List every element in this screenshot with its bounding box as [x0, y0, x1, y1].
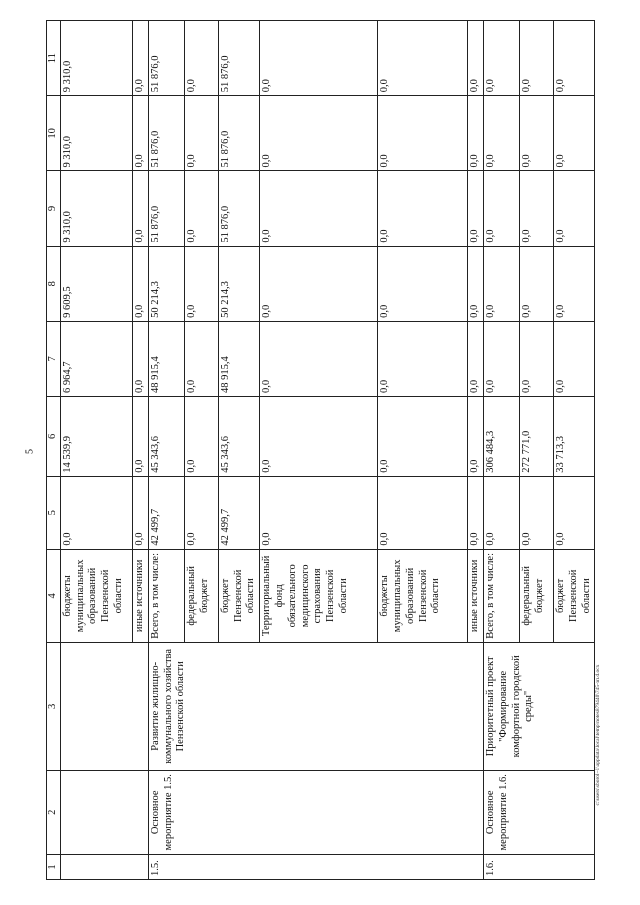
value-cell: 0,0 [378, 96, 468, 171]
table-row [60, 21, 132, 880]
value-cell: 50 214,3 [148, 246, 184, 321]
value-cell: 14 539,9 [60, 397, 132, 477]
value-cell: 0,0 [184, 397, 218, 477]
value-cell: 0,0 [184, 476, 218, 549]
value-cell: 9 310,0 [60, 96, 132, 171]
value-cell: 0,0 [184, 321, 218, 396]
value-cell: 0,0 [468, 96, 484, 171]
value-cell: 45 343,6 [148, 397, 184, 477]
value-cell: 0,0 [132, 321, 148, 396]
value-cell: 0,0 [519, 321, 553, 396]
value-cell: 0,0 [553, 321, 594, 396]
value-cell: 0,0 [184, 21, 218, 96]
funding-source-cell: бюджет Пензенской области [553, 549, 594, 642]
value-cell: 0,0 [468, 21, 484, 96]
value-cell: 0,0 [132, 171, 148, 246]
value-cell: 9 310,0 [60, 21, 132, 96]
header-col-1: 1 [47, 854, 61, 879]
value-cell: 0,0 [483, 476, 519, 549]
value-cell: 51 876,0 [148, 96, 184, 171]
value-cell: 51 876,0 [148, 171, 184, 246]
value-cell: 0,0 [184, 96, 218, 171]
value-cell: 33 713,3 [553, 397, 594, 477]
row-number: 1.6. [483, 854, 594, 879]
value-cell: 0,0 [260, 476, 378, 549]
value-cell: 0,0 [553, 21, 594, 96]
value-cell: 0,0 [378, 321, 468, 396]
value-cell: 0,0 [132, 476, 148, 549]
value-cell: 0,0 [553, 246, 594, 321]
header-col-2: 2 [47, 770, 61, 854]
value-cell: 0,0 [184, 246, 218, 321]
budget-table [46, 20, 595, 880]
table-row [483, 21, 519, 880]
value-cell: 0,0 [519, 96, 553, 171]
header-col-10: 10 [47, 96, 61, 171]
value-cell: 48 915,4 [218, 321, 259, 396]
value-cell: 272 771,0 [519, 397, 553, 477]
value-cell: 0,0 [378, 171, 468, 246]
value-cell: 0,0 [519, 246, 553, 321]
value-cell: 0,0 [378, 476, 468, 549]
header-col-8: 8 [47, 246, 61, 321]
value-cell: 0,0 [132, 246, 148, 321]
value-cell: 0,0 [483, 321, 519, 396]
value-cell: 0,0 [468, 397, 484, 477]
value-cell: 306 484,3 [483, 397, 519, 477]
event-cell [60, 770, 148, 854]
header-col-4: 4 [47, 549, 61, 642]
funding-source-cell: федеральный бюджет [519, 549, 553, 642]
value-cell: 0,0 [553, 171, 594, 246]
header-col-5: 5 [47, 476, 61, 549]
page-number: 5 [24, 449, 36, 454]
value-cell: 0,0 [468, 321, 484, 396]
value-cell: 0,0 [260, 21, 378, 96]
value-cell: 0,0 [519, 476, 553, 549]
value-cell: 0,0 [260, 171, 378, 246]
event-cell: Основное мероприятие 1.5. [148, 770, 483, 854]
funding-source-cell: федеральный бюджет [184, 549, 218, 642]
value-cell: 45 343,6 [218, 397, 259, 477]
value-cell: 0,0 [60, 476, 132, 549]
value-cell: 0,0 [519, 21, 553, 96]
value-cell: 9 609,5 [60, 246, 132, 321]
value-cell: 0,0 [519, 171, 553, 246]
value-cell: 0,0 [483, 21, 519, 96]
value-cell: 0,0 [132, 397, 148, 477]
value-cell: 0,0 [483, 171, 519, 246]
row-number: 1.5. [148, 854, 483, 879]
value-cell: 51 876,0 [218, 171, 259, 246]
value-cell: 0,0 [378, 397, 468, 477]
header-row [47, 21, 61, 880]
value-cell: 42 499,7 [148, 476, 184, 549]
value-cell: 51 876,0 [148, 21, 184, 96]
value-cell: 0,0 [468, 476, 484, 549]
funding-source-cell: иные источники [468, 549, 484, 642]
value-cell: 0,0 [132, 21, 148, 96]
value-cell: 42 499,7 [218, 476, 259, 549]
value-cell: 0,0 [260, 96, 378, 171]
table-row [148, 21, 184, 880]
value-cell: 51 876,0 [218, 21, 259, 96]
funding-source-cell: иные источники [132, 549, 148, 642]
funding-source-cell: бюджеты муниципальных образований Пензенской области [60, 549, 132, 642]
footer-file-path: c:\users\sborol~1\appdata\local\temp\notes879440\745-зп.d.ocx [595, 664, 601, 806]
header-col-7: 7 [47, 321, 61, 396]
value-cell: 0,0 [378, 246, 468, 321]
value-cell: 0,0 [468, 171, 484, 246]
value-cell: 0,0 [483, 96, 519, 171]
funding-source-cell: Территориальный фонд обязательного медицинского страхования Пензенской области [260, 549, 378, 642]
row-number [60, 854, 148, 879]
value-cell: 0,0 [184, 171, 218, 246]
header-col-9: 9 [47, 171, 61, 246]
header-col-6: 6 [47, 397, 61, 477]
project-name-cell: Развитие жилищно-коммунального хозяйства Пензенской области [148, 643, 483, 771]
value-cell: 6 964,7 [60, 321, 132, 396]
value-cell: 9 310,0 [60, 171, 132, 246]
value-cell: 48 915,4 [148, 321, 184, 396]
value-cell: 0,0 [260, 246, 378, 321]
value-cell: 0,0 [260, 321, 378, 396]
value-cell: 0,0 [378, 21, 468, 96]
funding-source-cell: Всего, в том числе: [148, 549, 184, 642]
funding-source-cell: бюджет Пензенской области [218, 549, 259, 642]
funding-source-cell: бюджеты муниципальных образований Пензенской области [378, 549, 468, 642]
project-name-cell: Приоритетный проект "Формирование комфортной городской среды" [483, 643, 594, 771]
header-col-11: 11 [47, 21, 61, 96]
budget-table-rotated [46, 20, 592, 880]
value-cell: 0,0 [468, 246, 484, 321]
header-col-3: 3 [47, 643, 61, 771]
value-cell: 0,0 [260, 397, 378, 477]
project-name-cell [60, 643, 148, 771]
value-cell: 0,0 [483, 246, 519, 321]
value-cell: 0,0 [132, 96, 148, 171]
event-cell: Основное мероприятие 1.6. [483, 770, 594, 854]
value-cell: 50 214,3 [218, 246, 259, 321]
value-cell: 0,0 [553, 96, 594, 171]
value-cell: 51 876,0 [218, 96, 259, 171]
value-cell: 0,0 [553, 476, 594, 549]
funding-source-cell: Всего, в том числе: [483, 549, 519, 642]
